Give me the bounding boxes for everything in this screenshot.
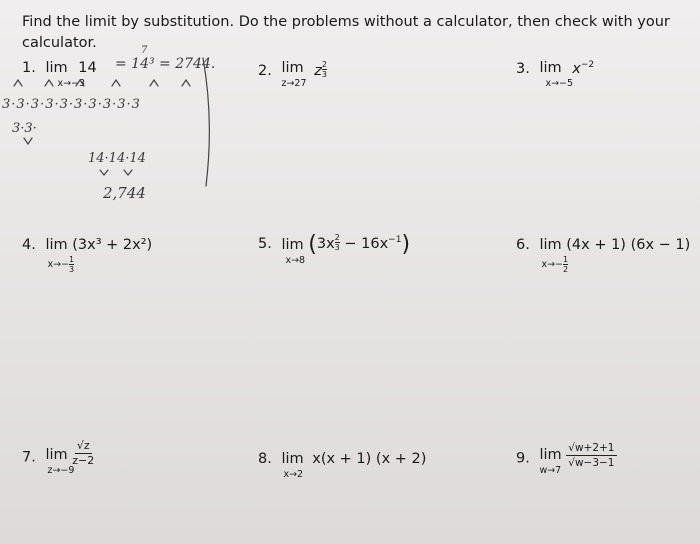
tally-mark xyxy=(112,80,120,86)
exponent: −1 xyxy=(388,235,402,246)
handwritten-factor-line-short: 3·3· xyxy=(12,121,37,136)
tally-mark xyxy=(100,170,108,175)
exponent-fraction: $\frac{2}{3}$ xyxy=(321,60,327,79)
exponent: −2 xyxy=(580,60,595,70)
tally-mark xyxy=(124,170,132,175)
problem-number: 8. xyxy=(258,451,272,467)
exponent-fraction: $\frac{2}{3}$ xyxy=(334,233,340,252)
bracket-stroke xyxy=(203,58,209,186)
handwritten-final-value: 2,744 xyxy=(103,184,146,202)
problem-number: 5. xyxy=(258,236,272,252)
lim-approach: z→−9 xyxy=(47,465,75,476)
tally-mark xyxy=(14,80,22,86)
handwritten-exponent-mark: 7 xyxy=(141,45,148,56)
limit-expression: x(x + 1) (x + 2) xyxy=(312,451,427,467)
lim-label: lim xyxy=(45,237,68,253)
limit-expression: x xyxy=(572,60,581,77)
lim-approach: x→− $\frac{1}{3}$ xyxy=(47,255,75,274)
problem-number: 4. xyxy=(22,237,36,253)
problem-number: 2. xyxy=(258,63,272,79)
lim-approach: x→−5 xyxy=(545,78,574,89)
lim-label: lim xyxy=(539,237,562,253)
lim-label: lim xyxy=(45,447,68,463)
lim-approach: x→2 xyxy=(283,469,304,480)
tally-mark xyxy=(76,80,84,86)
lim-approach: x→8 xyxy=(285,255,306,266)
problem-number: 3. xyxy=(516,60,530,77)
limit-expression: 14 xyxy=(78,60,97,76)
lim-approach: x→−3 xyxy=(57,78,86,89)
tally-mark xyxy=(182,80,190,86)
problem-number: 9. xyxy=(516,450,530,467)
limit-expression: z xyxy=(314,63,322,79)
handwritten-product-line: 14·14·14 xyxy=(88,151,146,166)
open-paren: ( xyxy=(308,232,317,257)
lim-approach: x→− $\frac{1}{2}$ xyxy=(541,255,569,274)
expression-term-b: − 16x xyxy=(339,236,389,252)
fraction-denominator: z−2 xyxy=(72,454,95,467)
fraction-numerator: √z xyxy=(76,439,90,452)
limit-expression: (3x³ + 2x²) xyxy=(72,237,153,253)
close-paren: ) xyxy=(401,232,411,257)
lim-approach: z→27 xyxy=(281,78,307,89)
problem-number: 6. xyxy=(516,237,530,253)
expression-term-a: 3x xyxy=(316,236,335,252)
instructions-text: Find the limit by substitution. Do the problems without a calculator, then check with your calculator. xyxy=(22,14,670,51)
handwritten-factor-line: 3·3·3·3·3·3·3·3·3·3 xyxy=(2,97,141,112)
tally-mark xyxy=(150,80,158,86)
limit-expression: (4x + 1) (6x − 1) xyxy=(566,237,691,253)
lim-label: lim xyxy=(539,60,562,76)
fraction-denominator: √w−3−1 xyxy=(568,457,615,469)
lim-approach: w→7 xyxy=(539,465,562,476)
lim-label: lim xyxy=(539,447,562,463)
lim-label: lim xyxy=(45,60,68,76)
lim-label: lim xyxy=(281,451,304,467)
tally-mark xyxy=(45,80,53,86)
problem-number: 7. xyxy=(22,449,36,466)
problem-number: 1. xyxy=(22,60,36,76)
fraction-numerator: √w+2+1 xyxy=(568,442,615,454)
handwritten-result-line: = 14³ = 2744. xyxy=(115,56,216,72)
lim-label: lim xyxy=(281,60,304,76)
tally-mark xyxy=(24,138,32,144)
lim-label: lim xyxy=(281,237,304,253)
